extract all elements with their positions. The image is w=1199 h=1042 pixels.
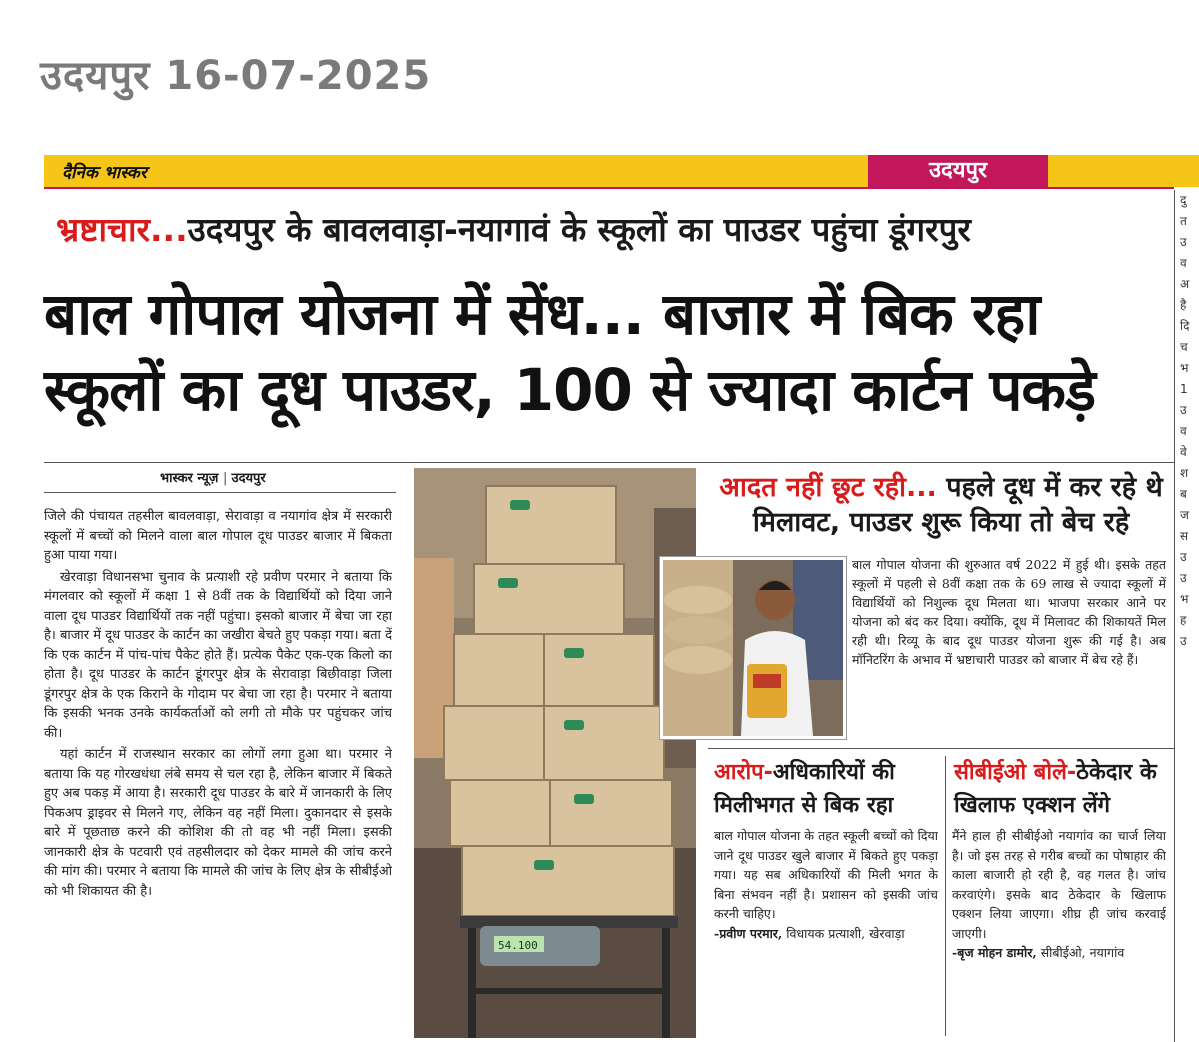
quote-damor [952, 826, 1166, 1026]
edge-glyph: उ [1180, 550, 1187, 564]
byline-place: उदयपुर [231, 471, 266, 486]
section-divider [44, 462, 1174, 463]
quote-text: बाल गोपाल योजना के तहत स्कूली बच्चों को दिया जाने दूध पाउडर खुले बाजार में बिकते हुए पकड़ा गया। यह सब अधिकारियों की मिली भगत के बिना संभवन नहीं है। प्रशासन को इसकी जांच करनी चाहिए। [714, 828, 938, 921]
scale-reading: 54.100 [498, 939, 538, 952]
dateline: उदयपुर 16-07-2025 [40, 53, 432, 99]
subhead-habit [706, 470, 1176, 540]
edge-glyph: वे [1180, 445, 1187, 459]
edge-glyph: 1 [1180, 382, 1188, 396]
edge-glyph: व [1180, 256, 1187, 270]
subsection-rule [708, 748, 1174, 749]
subhead-text: पहले दूध में कर रहे थे मिलावट, पाउडर शुरू किया तो बेच रहे [752, 472, 1163, 538]
byline: भास्कर न्यूज़ | उदयपुर [160, 471, 266, 486]
edge-glyph: उ [1180, 571, 1187, 585]
subhead-prefix: आदत नहीं छूट रही... [719, 472, 937, 503]
subhead-prefix: आरोप- [714, 760, 773, 785]
edge-glyph: अ [1180, 277, 1190, 291]
edge-glyph: दि [1180, 319, 1190, 333]
quote-author: -बृज मोहन डामोर, [952, 945, 1037, 960]
headline-line-1: बाल गोपाल योजना में सेंध... बाजार में बिक रहा [44, 280, 1040, 348]
subhead-cbeo [954, 756, 1180, 822]
edge-glyph: स [1180, 529, 1189, 543]
quote-role: विधायक प्रत्याशी, खेरवाड़ा [786, 925, 905, 941]
column-rule [945, 756, 946, 1036]
byline-source: भास्कर न्यूज़ [160, 471, 219, 486]
main-headline [44, 276, 1174, 428]
edge-glyph: है [1180, 298, 1187, 312]
scheme-background-text: बाल गोपाल योजना की शुरुआत वर्ष 2022 में हुई थी। इसके तहत स्कूलों में पहली से 8वीं कक्षा तक के 69 लाख से ज्यादा स्कूलों में विद्यार्थियों को निशुल्क दूध मिलता था। भाजपा सरकार आने पर योजना को बंद कर दिया। क्योंकि, दूध में मिलावट की शिकायतें मिल रही थी। रिव्यू के बाद दूध पाउडर योजना शुरू की गई है। अब मॉनिटरिंग के अभाव में भ्रष्टाचारी पाउडर को बाजार में बेच रहे हैं। [852, 557, 1166, 667]
edition-tag: उदयपुर [868, 155, 1048, 187]
edge-glyph: दु [1180, 193, 1187, 207]
edge-glyph: व [1180, 424, 1187, 438]
edge-glyph: ब [1180, 487, 1187, 501]
edge-glyph: त [1180, 214, 1187, 228]
kicker-text: उदयपुर के बावलवाड़ा-नयागावं के स्कूलों का पाउडर पहुंचा डूंगरपुर [187, 210, 971, 249]
edge-column-rule [1174, 190, 1175, 1042]
photo-man-with-packet [660, 557, 846, 739]
photo-cartons-on-scale [414, 468, 696, 1038]
quote-text: मैंने हाल ही सीबीईओ नयागांव का चार्ज लिया है। जो इस तरह से गरीब बच्चों का पोषाहार की काला बाजारी हो रही है, वह गलत है। जांच करवाएंगे। इसके बाद ठेकेदार के खिलाफ एक्शन लिया जाएगा। शीघ्र ही जांच करवाई जाएगी। [952, 828, 1166, 941]
newspaper-logo: दैनिक भास्कर [62, 163, 147, 183]
subhead-allegation [714, 756, 938, 822]
edge-glyph: भ [1180, 361, 1189, 375]
kicker-prefix: भ्रष्टाचार... [56, 210, 188, 249]
subhead-prefix: सीबीईओ बोले- [954, 760, 1077, 785]
edge-glyph: भ [1180, 592, 1189, 606]
paragraph: खेरवाड़ा विधानसभा चुनाव के प्रत्याशी रहे प्रवीण परमार ने बताया कि मंगलवार को स्कूलों में कक्षा 1 से 8वीं तक के विद्यार्थियों को दिया जाने वाला दूध पाउडर विद्यार्थियों तक नहीं पहुंचा। इसको बाजार में बेचा जा रहा है। बाजार में दूध पाउडर के कार्टन का जखीरा बेचते हुए पकड़ा गया। बता दें कि एक कार्टन में पांच-पांच पैकेट होते हैं। प्रत्येक पैकेट एक-एक किलो का होता है। दूध पाउडर के कार्टन डूंगरपुर क्षेत्र के सेरावाड़ा बिछीवाड़ा जिला डूंगरपुर क्षेत्र के एक किराने के गोदाम पर बेचा जा रहा है। परमार ने बताया कि इसकी भनक उनके कार्यकर्ताओं को लगी तो मौके पर पहुंचकर जांच की। [44, 569, 392, 741]
edge-glyph: च [1180, 340, 1188, 354]
edge-glyph: उ [1180, 235, 1187, 249]
paragraph: जिले की पंचायत तहसील बावलवाड़ा, सेरावाड़ा व नयागांव क्षेत्र में सरकारी स्कूलों में बच्चों को मिलने वाला बाल गोपाल दूध पाउडर बाजार में बिकता हुआ पाया गया। [44, 509, 392, 563]
adjacent-article-edge [1180, 190, 1199, 1042]
edge-glyph: उ [1180, 634, 1187, 648]
byline-rule [44, 492, 396, 493]
headline-line-2: स्कूलों का दूध पाउडर, 100 से ज्यादा कार्टन पकड़े [44, 356, 1096, 424]
paragraph: यहां कार्टन में राजस्थान सरकार का लोगों लगा हुआ था। परमार ने बताया कि यह गोरखधंधा लंबे समय से चल रहा है, लेकिन बाजार में बिकते हुए अब पकड़ में आया है। सरकारी दूध पाउडर के बारे में जानकारी के लिए पिकअप ड्राइवर से मिलने गए, लेकिन वह नहीं मिला। दुकानदार से इसके बारे में पूछताछ करने की कोशिश की तो वह भी नहीं मिला। इसकी जानकारी क्षेत्र के पटवारी एवं तहसीलदार को देकर मामले की जांच करने की मांग की। परमार ने बताया कि मामले की जांच के लिए क्षेत्र के सीबीईओ को भी शिकायत की है। [44, 747, 392, 899]
edge-glyph: ह [1180, 613, 1187, 627]
article-body [44, 507, 392, 1027]
subhead-text: ठेकेदार के खिलाफ एक्शन लेंगे [954, 760, 1157, 818]
band-underline [44, 187, 1174, 189]
kicker-headline [56, 206, 971, 251]
edge-glyph: ज [1180, 508, 1189, 522]
quote-parmar [714, 826, 938, 1026]
edge-glyph: उ [1180, 403, 1187, 417]
edge-glyph: श [1180, 466, 1189, 480]
quote-author: -प्रवीण परमार, [714, 925, 783, 941]
quote-role: सीबीईओ, नयागांव [1040, 945, 1125, 960]
subhead-text: अधिकारियों की मिलीभगत से बिक रहा [714, 760, 895, 818]
